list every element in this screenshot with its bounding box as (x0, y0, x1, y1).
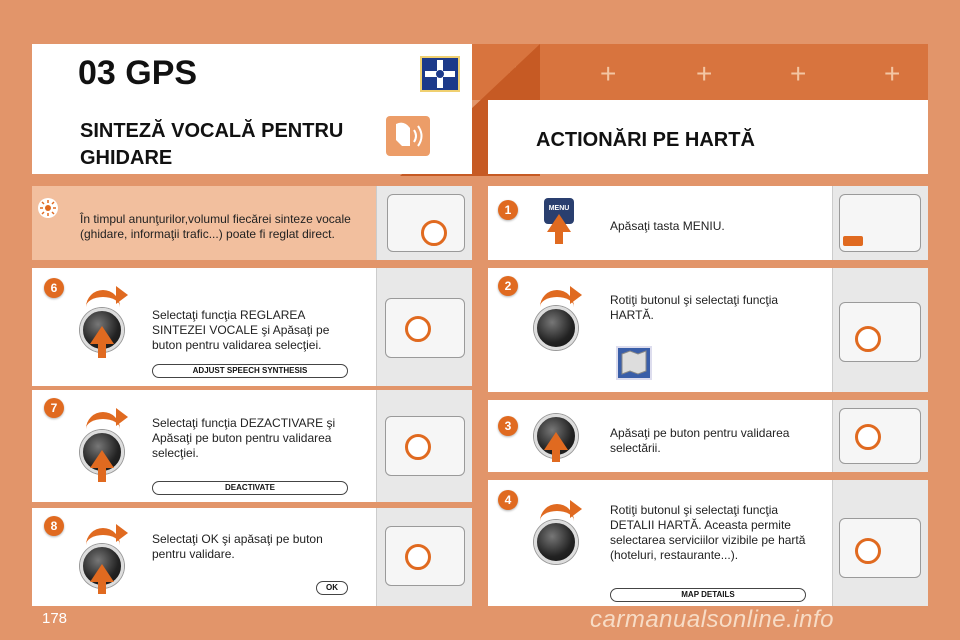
step-6-label: ADJUST SPEECH SYNTHESIS (152, 364, 348, 378)
radio-device-icon (832, 480, 928, 606)
gps-icon (420, 56, 460, 92)
map-decoration: + (600, 58, 617, 89)
radio-device-icon (376, 268, 472, 386)
rotate-arrow-head (116, 286, 128, 304)
radio-device-icon (376, 186, 472, 260)
rotate-arrow-head (570, 500, 582, 518)
menu-key-icon: MENU (544, 198, 574, 224)
step-4-text: Rotiţi butonul şi selectaţi funcţia DETALII HARTĂ. Aceasta permite selectarea serviciilor vizibile pe hartă (hoteluri, restaurante...). (610, 503, 806, 562)
page-title: 03 GPS (78, 54, 198, 92)
step-1-text: Apăsaţi tasta MENIU. (610, 219, 725, 233)
press-arrow-icon (547, 214, 571, 232)
knob-icon (534, 520, 578, 564)
left-section-title: SINTEZĂ VOCALĂ PENTRU GHIDARE (80, 120, 344, 169)
step-number: 4 (498, 490, 518, 510)
map-decoration: + (696, 58, 713, 89)
press-arrow-stem (98, 342, 106, 358)
step-number: 1 (498, 200, 518, 220)
step-number: 7 (44, 398, 64, 418)
step-number: 3 (498, 416, 518, 436)
note-text: În timpul anunţurilor,volumul fiecărei sinteze vocale (ghidare, informaţii trafic...) poate fi reglat direct. (80, 212, 351, 241)
press-arrow-icon (90, 450, 114, 468)
rotate-arrow-head (116, 524, 128, 542)
step-4-label: MAP DETAILS (610, 588, 806, 602)
radio-device-icon (376, 508, 472, 606)
map-icon (616, 346, 652, 380)
map-decoration: + (790, 58, 807, 89)
step-8-text: Selectaţi OK şi apăsaţi pe buton pentru validare. (152, 532, 323, 561)
page-number: 178 (42, 610, 68, 627)
step-8-label: OK (316, 581, 348, 595)
press-arrow-icon (544, 432, 568, 450)
radio-device-icon (376, 390, 472, 502)
radio-device-icon (832, 400, 928, 472)
step-6-text: Selectaţi funcţia REGLAREA SINTEZEI VOCALE şi Apăsaţi pe buton pentru validarea selecţiei. (152, 308, 330, 352)
knob-icon (534, 306, 578, 350)
rotate-arrow-head (570, 286, 582, 304)
rotate-arrow-head (116, 408, 128, 426)
radio-device-icon (832, 268, 928, 392)
step-7-text: Selectaţi funcţia DEZACTIVARE şi Apăsaţi pe buton pentru validarea selecţiei. (152, 416, 336, 460)
step-number: 2 (498, 276, 518, 296)
step-2-text: Rotiţi butonul şi selectaţi funcţia HARTĂ. (610, 293, 779, 322)
press-arrow-icon (90, 326, 114, 344)
step-3-text: Apăsaţi pe buton pentru validarea selectării. (610, 426, 790, 455)
press-arrow-icon (90, 564, 114, 582)
press-arrow-stem (98, 580, 106, 594)
step-number: 8 (44, 516, 64, 536)
right-section-title: ACTIONĂRI PE HARTĂ (536, 129, 755, 151)
radio-device-icon (832, 186, 928, 260)
press-arrow-stem (98, 466, 106, 482)
voice-icon (386, 116, 430, 156)
step-number: 6 (44, 278, 64, 298)
map-decoration: + (884, 58, 901, 89)
lightbulb-icon (38, 198, 58, 218)
step-7-label: DEACTIVATE (152, 481, 348, 495)
watermark: carmanualsonline.info (590, 606, 834, 633)
